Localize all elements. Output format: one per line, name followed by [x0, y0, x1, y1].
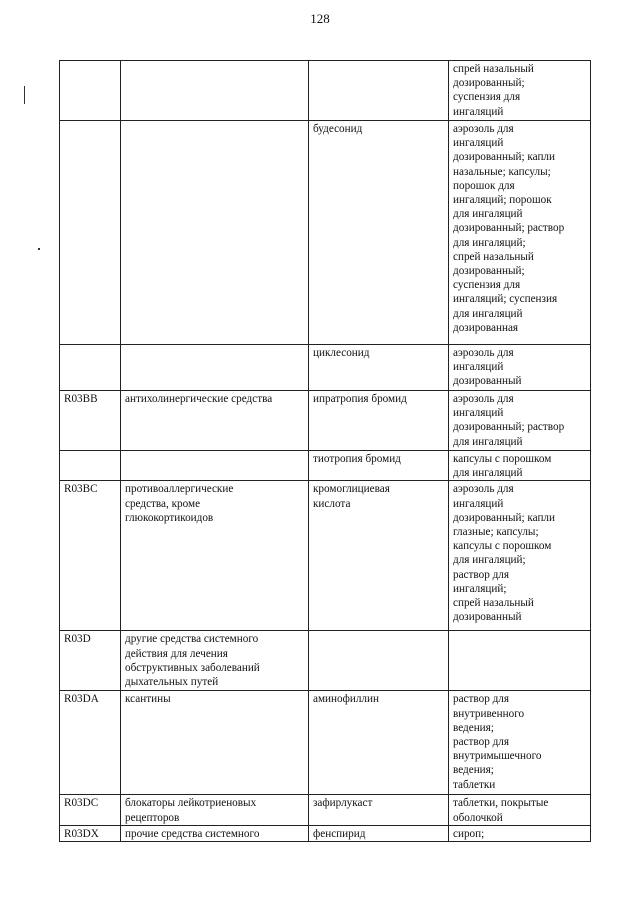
- atc-code-cell: [60, 451, 121, 481]
- drug-name-cell: зафирлукаст: [309, 795, 449, 825]
- drug-name-cell: фенспирид: [309, 825, 449, 841]
- atc-code-cell: R03BC: [60, 481, 121, 631]
- dosage-forms-cell: таблетки, покрытые оболочкой: [449, 795, 591, 825]
- table-row: [60, 121, 591, 345]
- group-name-cell: [121, 345, 309, 391]
- group-name-cell: [121, 61, 309, 121]
- drug-name-cell: кромоглициевая кислота: [309, 481, 449, 631]
- atc-code-cell: [60, 61, 121, 121]
- page-number: 128: [310, 11, 330, 26]
- table-row: [60, 825, 591, 841]
- margin-mark: [24, 86, 25, 104]
- group-name-cell: [121, 121, 309, 345]
- table-row: [60, 691, 591, 795]
- dosage-forms-cell: аэрозоль для ингаляций дозированный; раствор для ингаляций: [449, 391, 591, 451]
- group-name-cell: [121, 451, 309, 481]
- drug-name-cell: ипратропия бромид: [309, 391, 449, 451]
- table-row: [60, 391, 591, 451]
- drug-name-cell: будесонид: [309, 121, 449, 345]
- drug-name-cell: [309, 61, 449, 121]
- atc-code-cell: R03BB: [60, 391, 121, 451]
- dosage-forms-cell: аэрозоль для ингаляций дозированный; капли глазные; капсулы; капсулы с порошком для ингаляций; раствор для ингаляций; спрей назальный дозированный: [449, 481, 591, 631]
- drug-name-cell: аминофиллин: [309, 691, 449, 795]
- dosage-forms-cell: аэрозоль для ингаляций дозированный; капли назальные; капсулы; порошок для ингаляций; порошок для ингаляций дозированный; раствор для ингаляций; спрей назальный дозированный; суспензия для ингаляций; суспензия для ингаляций дозированная: [449, 121, 591, 345]
- drug-classification-table: [59, 60, 591, 842]
- drug-name-cell: тиотропия бромид: [309, 451, 449, 481]
- drug-name-cell: циклесонид: [309, 345, 449, 391]
- atc-code-cell: [60, 121, 121, 345]
- dosage-forms-cell: сироп;: [449, 825, 591, 841]
- dosage-forms-cell: раствор для внутривенного ведения; раствор для внутримышечного ведения; таблетки: [449, 691, 591, 795]
- scan-speck: [38, 248, 40, 250]
- atc-code-cell: [60, 345, 121, 391]
- dosage-forms-cell: аэрозоль для ингаляций дозированный: [449, 345, 591, 391]
- atc-code-cell: R03D: [60, 631, 121, 691]
- group-name-cell: блокаторы лейкотриеновых рецепторов: [121, 795, 309, 825]
- dosage-forms-cell: капсулы с порошком для ингаляций: [449, 451, 591, 481]
- dosage-forms-cell: [449, 631, 591, 691]
- atc-code-cell: R03DX: [60, 825, 121, 841]
- table-row: [60, 61, 591, 121]
- drug-name-cell: [309, 631, 449, 691]
- table-row: [60, 795, 591, 825]
- group-name-cell: противоаллергические средства, кроме глюкокортикоидов: [121, 481, 309, 631]
- group-name-cell: ксантины: [121, 691, 309, 795]
- dosage-forms-cell: спрей назальный дозированный; суспензия для ингаляций: [449, 61, 591, 121]
- table-row: [60, 631, 591, 691]
- atc-code-cell: R03DA: [60, 691, 121, 795]
- atc-code-cell: R03DC: [60, 795, 121, 825]
- table-row: [60, 345, 591, 391]
- table-row: [60, 481, 591, 631]
- group-name-cell: антихолинергические средства: [121, 391, 309, 451]
- table-row: [60, 451, 591, 481]
- group-name-cell: другие средства системного действия для лечения обструктивных заболеваний дыхательных путей: [121, 631, 309, 691]
- group-name-cell: прочие средства системного: [121, 825, 309, 841]
